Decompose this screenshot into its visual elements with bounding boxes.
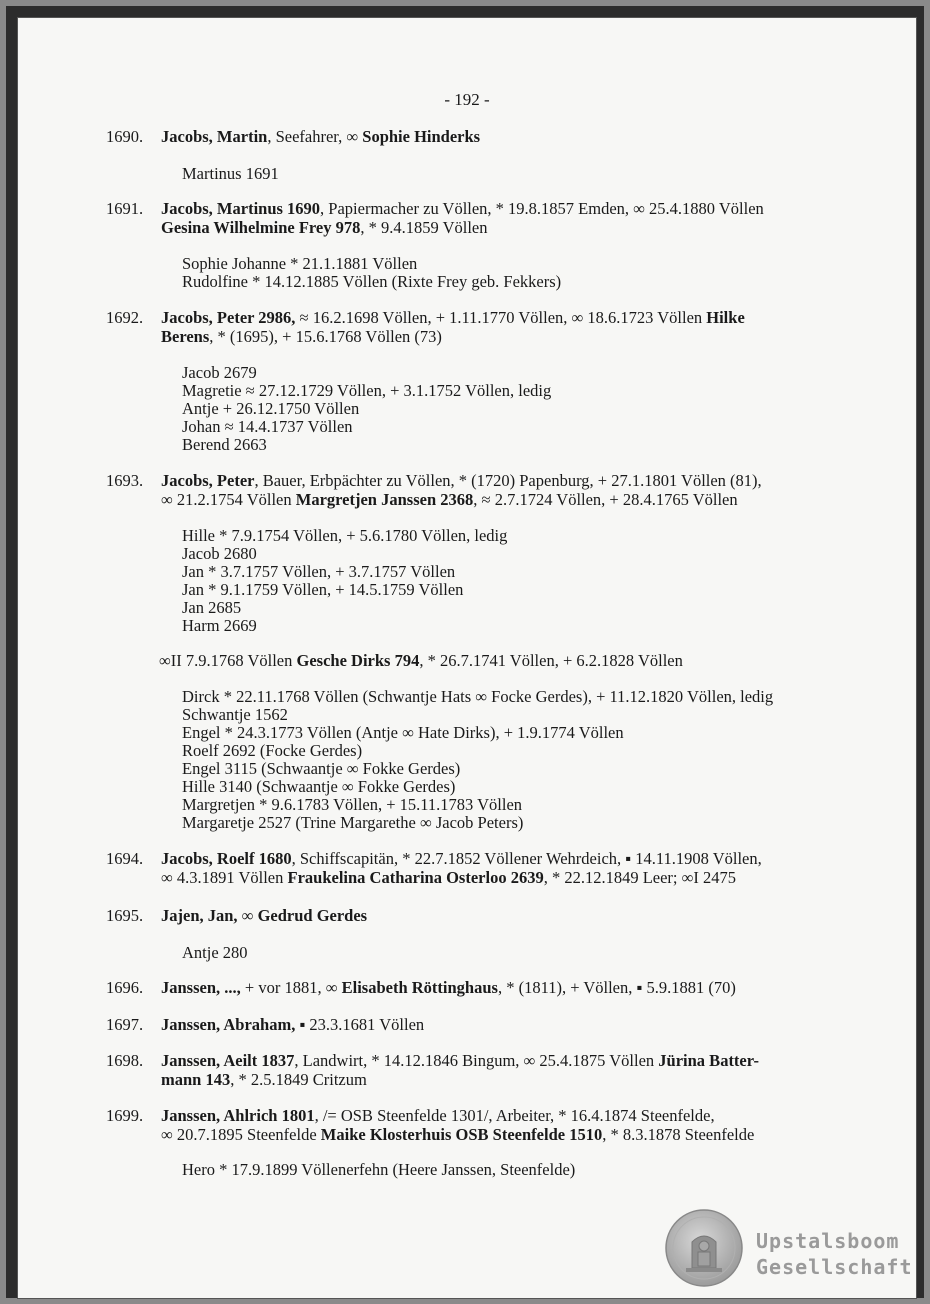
child-line: Margaretje 2527 (Trine Margarethe ∞ Jacob Peters)	[182, 813, 524, 832]
child-line: Engel * 24.3.1773 Völlen (Antje ∞ Hate Dirks), + 1.9.1774 Völlen	[182, 723, 624, 742]
person-name: Janssen, Abraham,	[161, 1015, 296, 1034]
person-name: Janssen, Aeilt 1837	[161, 1051, 295, 1070]
entry-text: ∞ 21.2.1754 Völlen	[161, 489, 296, 509]
spouse-name: Margretjen Janssen 2368	[295, 489, 474, 509]
child-line: Jan 2685	[182, 598, 242, 617]
entry-text: ≈ 16.2.1698 Völlen, + 1.11.1770 Völlen, ∞ 18.6.1723 Völlen	[295, 308, 707, 327]
child-line: Hille * 7.9.1754 Völlen, + 5.6.1780 Völlen, ledig	[182, 526, 508, 545]
child-line: Jacob 2679	[182, 363, 257, 382]
child-line: Sophie Johanne * 21.1.1881 Völlen	[182, 254, 418, 273]
page-number: - 192 -	[444, 90, 490, 109]
person-name: Janssen, Ahlrich 1801	[161, 1106, 315, 1125]
child-line: Jacob 2680	[182, 544, 257, 563]
entry-number: 1691.	[106, 199, 144, 218]
entry-number: 1690.	[106, 127, 144, 146]
child-line: Margretjen * 9.6.1783 Völlen, + 15.11.1783 Völlen	[182, 795, 523, 814]
seal-logo-icon	[664, 1208, 744, 1288]
entry-text: + vor 1881, ∞	[240, 978, 342, 997]
entry-text: , Papiermacher zu Völlen, * 19.8.1857 Emden, ∞ 25.4.1880 Völlen	[320, 199, 764, 218]
child-line: Jan * 9.1.1759 Völlen, + 14.5.1759 Völlen	[182, 580, 464, 599]
person-name: Jajen, Jan,	[161, 906, 238, 925]
child-line: Schwantje 1562	[182, 705, 288, 724]
child-line: Rudolfine * 14.12.1885 Völlen (Rixte Frey geb. Fekkers)	[182, 272, 562, 291]
spouse-name: Berens	[161, 326, 210, 346]
entry-text: ∞	[237, 906, 258, 925]
person-name: Janssen, ...,	[161, 978, 241, 997]
entry-text: , /= OSB Steenfelde 1301/, Arbeiter, * 16.4.1874 Steenfelde,	[314, 1106, 715, 1125]
spouse-name: Fraukelina Catharina Osterloo 2639	[287, 867, 544, 887]
logo-line-2: Gesellschaft	[756, 1255, 913, 1279]
person-name: Jacobs, Martinus 1690	[161, 199, 321, 218]
entry-text: , ≈ 2.7.1724 Völlen, + 28.4.1765 Völlen	[473, 489, 738, 509]
child-line: Berend 2663	[182, 435, 267, 454]
entry-number: 1692.	[106, 308, 144, 327]
entry-text: , Schiffscapitän, * 22.7.1852 Völlener Wehrdeich, ▪ 14.11.1908 Völlen,	[291, 849, 762, 868]
child-line: Magretie ≈ 27.12.1729 Völlen, + 3.1.1752 Völlen, ledig	[182, 381, 552, 400]
entry-number: 1697.	[106, 1015, 144, 1034]
entry-text: , * (1811), + Völlen, ▪ 5.9.1881 (70)	[497, 978, 736, 997]
entry-text: , * 26.7.1741 Völlen, + 6.2.1828 Völlen	[419, 651, 683, 670]
entry-number: 1694.	[106, 849, 144, 868]
person-name: Jacobs, Peter 2986,	[161, 308, 296, 327]
entry-number: 1695.	[106, 906, 144, 925]
person-name: Jacobs, Martin	[161, 127, 268, 146]
child-line: Hille 3140 (Schwaantje ∞ Fokke Gerdes)	[182, 777, 456, 796]
child-line: Hero * 17.9.1899 Völlenerfehn (Heere Janssen, Steenfelde)	[182, 1160, 576, 1179]
spouse-name: Maike Klosterhuis OSB Steenfelde 1510	[320, 1124, 603, 1144]
entry-number: 1699.	[106, 1106, 144, 1125]
child-line: Engel 3115 (Schwaantje ∞ Fokke Gerdes)	[182, 759, 461, 778]
child-line: Martinus 1691	[182, 164, 279, 183]
entry-text: , Bauer, Erbpächter zu Völlen, * (1720) Papenburg, + 27.1.1801 Völlen (81),	[254, 471, 762, 490]
entry-text: , * (1695), + 15.6.1768 Völlen (73)	[209, 326, 442, 346]
second-marriage	[159, 652, 683, 671]
spouse-name: mann 143	[161, 1069, 231, 1089]
entry-text: ▪ 23.3.1681 Völlen	[295, 1015, 425, 1034]
spouse-name: Gesina Wilhelmine Frey 978	[161, 217, 361, 237]
spouse-name: Hilke	[706, 308, 745, 327]
spouse-name: Elisabeth Röttinghaus	[341, 978, 498, 997]
entry-number: 1698.	[106, 1051, 144, 1070]
entry-text: , * 2.5.1849 Critzum	[230, 1069, 367, 1089]
entry-text: ∞II 7.9.1768 Völlen	[159, 651, 297, 670]
spouse-name: Jürina Batter-	[658, 1051, 759, 1070]
entry-text: ∞ 20.7.1895 Steenfelde	[161, 1124, 321, 1144]
child-line: Johan ≈ 14.4.1737 Völlen	[182, 417, 353, 436]
entry-number: 1696.	[106, 978, 144, 997]
logo-line-1: Upstalsboom	[756, 1229, 900, 1253]
entry-text: , * 9.4.1859 Völlen	[360, 217, 488, 237]
child-line: Antje 280	[182, 943, 248, 962]
entry-number: 1693.	[106, 471, 144, 490]
entry-text: , * 8.3.1878 Steenfelde	[602, 1124, 755, 1144]
entry-text: , Landwirt, * 14.12.1846 Bingum, ∞ 25.4.1875 Völlen	[294, 1051, 659, 1070]
society-logo-text	[756, 1228, 913, 1280]
child-line: Jan * 3.7.1757 Völlen, + 3.7.1757 Völlen	[182, 562, 456, 581]
child-line: Dirck * 22.11.1768 Völlen (Schwantje Hats ∞ Focke Gerdes), + 11.12.1820 Völlen, ledig	[182, 687, 774, 706]
child-line: Harm 2669	[182, 616, 257, 635]
spouse-name: Sophie Hinderks	[362, 127, 481, 146]
child-line: Antje + 26.12.1750 Völlen	[182, 399, 360, 418]
entry-text: , Seefahrer, ∞	[267, 127, 363, 146]
document-page	[18, 18, 916, 1298]
entry-text: , * 22.12.1849 Leer; ∞I 2475	[543, 867, 737, 887]
entry-text: ∞ 4.3.1891 Völlen	[161, 867, 288, 887]
person-name: Jacobs, Roelf 1680	[161, 849, 292, 868]
person-name: Jacobs, Peter	[161, 471, 255, 490]
child-line: Roelf 2692 (Focke Gerdes)	[182, 741, 363, 760]
spouse-name: Gedrud Gerdes	[257, 906, 368, 925]
page-frame	[6, 6, 924, 1298]
spouse-name: Gesche Dirks 794	[296, 651, 420, 670]
